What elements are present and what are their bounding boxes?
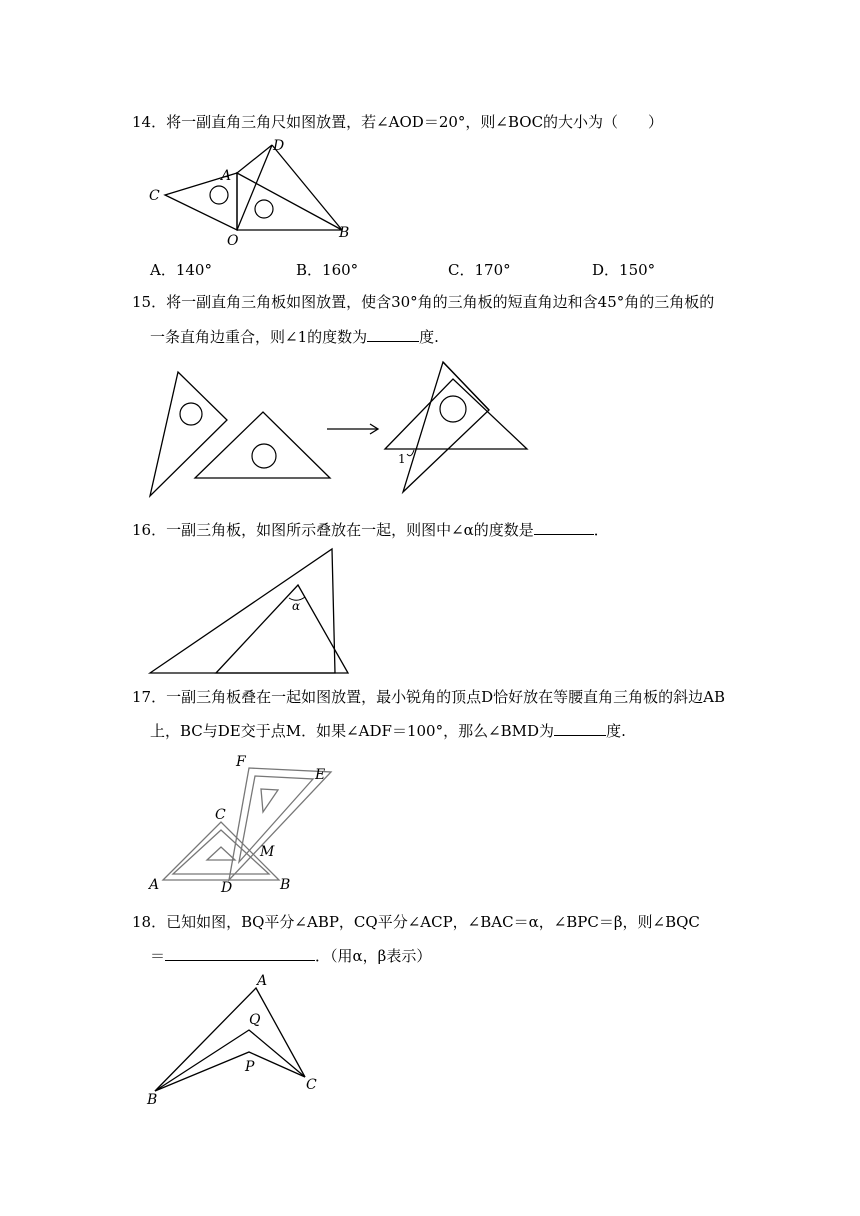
label-P: P (245, 1059, 255, 1075)
problem-18-text-line2: ＝ ．（用α，β表示） (150, 947, 432, 965)
problem-17-number: 17． (132, 688, 167, 706)
label-C: C (306, 1077, 317, 1093)
problem-14-question: 将一副直角三角尺如图放置，若∠AOD＝20°，则∠BOC的大小为（ ） (166, 113, 664, 131)
problem-14-number: 14． (132, 113, 167, 131)
label-B: B (339, 225, 350, 241)
option-d[interactable]: D．150° (592, 261, 656, 279)
problem-18-figure (145, 972, 335, 1112)
label-A: A (257, 973, 268, 989)
label-O: O (227, 233, 239, 249)
problem-18-text (132, 912, 700, 932)
problem-16-question: 一副三角板，如图所示叠放在一起，则图中∠α的度数是 (166, 521, 534, 539)
label-C: C (149, 188, 160, 204)
option-c[interactable]: C．170° (448, 261, 511, 279)
problem-14-text (132, 112, 663, 132)
problem-17-question: 一副三角板叠在一起如图放置，最小锐角的顶点D恰好放在等腰直角三角板的斜边AB (166, 688, 725, 706)
option-b[interactable]: B．160° (296, 261, 359, 279)
problem-15-figure (145, 362, 535, 502)
problem-15-number: 15． (132, 293, 167, 311)
answer-blank-18[interactable] (165, 946, 315, 961)
problem-18-number: 18． (132, 913, 167, 931)
label-B: B (147, 1092, 158, 1108)
problem-17-text (132, 687, 725, 707)
label-C: C (215, 807, 226, 823)
label-A: A (149, 877, 160, 893)
label-D: D (221, 880, 233, 896)
problem-17-text-line2: 上，BC与DE交于点M．如果∠ADF＝100°，那么∠BMD为 度. (150, 722, 626, 740)
problem-15-question: 将一副直角三角板如图放置，使含30°角的三角板的短直角边和含45°角的三角板的 (166, 293, 715, 311)
label-A: A (221, 168, 232, 184)
problem-16-figure (145, 545, 355, 675)
problem-16-text: 16．一副三角板，如图所示叠放在一起，则图中∠α的度数是 ． (132, 521, 609, 539)
label-F: F (236, 754, 246, 770)
problem-15-text-line2: 一条直角边重合，则∠1的度数为 度. (150, 328, 439, 346)
problem-14-figure (145, 138, 365, 248)
problem-15-text (132, 292, 714, 312)
label-D: D (273, 138, 285, 154)
answer-blank-16[interactable] (534, 520, 594, 535)
label-alpha: α (292, 599, 301, 613)
answer-blank-15[interactable] (367, 327, 419, 342)
option-a[interactable]: A．140° (150, 261, 212, 279)
answer-blank-17[interactable] (554, 721, 606, 736)
label-Q: Q (249, 1012, 261, 1028)
problem-16-number: 16． (132, 521, 167, 539)
problem-17-figure (145, 752, 345, 896)
label-M: M (260, 844, 275, 860)
problem-18-question: 已知如图，BQ平分∠ABP，CQ平分∠ACP，∠BAC＝α，∠BPC＝β，则∠BQC (166, 913, 700, 931)
label-E: E (315, 767, 326, 783)
label-B: B (280, 877, 291, 893)
label-angle-1: 1 (398, 452, 406, 466)
